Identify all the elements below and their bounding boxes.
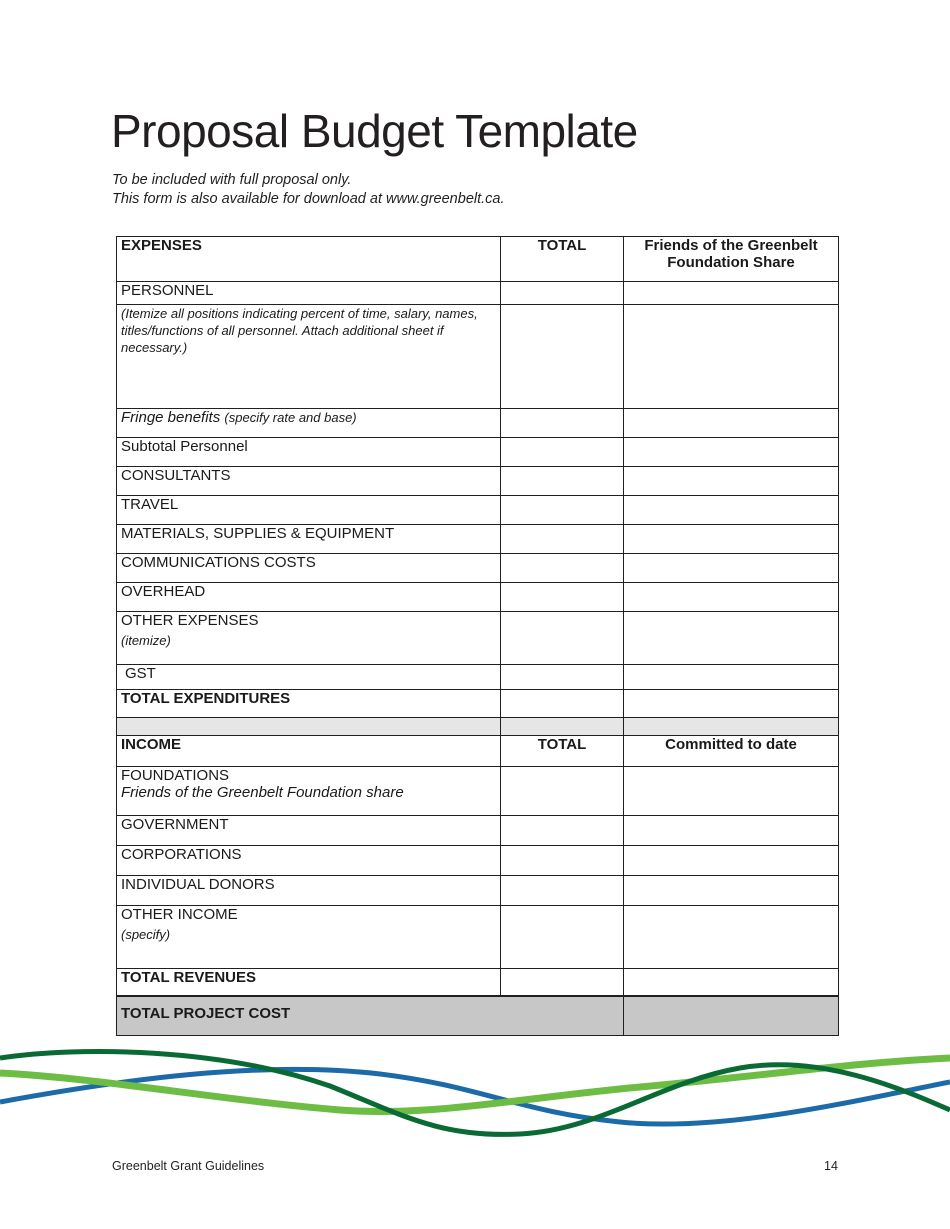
total-revenues-row (117, 969, 839, 996)
materials-total-cell[interactable] (501, 525, 624, 554)
government-row (117, 816, 839, 846)
subtotal-personnel-total-cell[interactable] (501, 438, 624, 467)
gst-label: GST (117, 665, 501, 690)
subtotal-personnel-row (117, 438, 839, 467)
travel-total-cell[interactable] (501, 496, 624, 525)
income-header-row (117, 736, 839, 767)
materials-label: MATERIALS, SUPPLIES & EQUIPMENT (117, 525, 501, 554)
other-income-note: (specify) (121, 927, 171, 942)
overhead-label: OVERHEAD (117, 583, 501, 612)
government-total-cell[interactable] (501, 816, 624, 846)
total-expenditures-share-cell[interactable] (624, 690, 839, 718)
other-expenses-note: (itemize) (121, 633, 171, 648)
individual-donors-row (117, 876, 839, 906)
subtitle-line-2: This form is also available for download at www.greenbelt.ca. (112, 191, 505, 207)
corporations-committed-cell[interactable] (624, 846, 839, 876)
total-revenues-committed-cell[interactable] (624, 969, 839, 996)
foundations-text: FOUNDATIONS (121, 767, 230, 784)
expenses-header-row (117, 237, 839, 282)
blue-wave (0, 1069, 950, 1124)
total-expenditures-total-cell[interactable] (501, 690, 624, 718)
overhead-share-cell[interactable] (624, 583, 839, 612)
fringe-share-cell[interactable] (624, 409, 839, 438)
other-expenses-text: OTHER EXPENSES (121, 612, 259, 629)
personnel-label: PERSONNEL (117, 282, 501, 305)
consultants-total-cell[interactable] (501, 467, 624, 496)
corporations-total-cell[interactable] (501, 846, 624, 876)
corporations-label: CORPORATIONS (117, 846, 501, 876)
personnel-row (117, 282, 839, 305)
total-project-cost-row (117, 996, 839, 1036)
consultants-row (117, 467, 839, 496)
personnel-share-cell[interactable] (624, 282, 839, 305)
travel-share-cell[interactable] (624, 496, 839, 525)
materials-share-cell[interactable] (624, 525, 839, 554)
subtotal-personnel-label: Subtotal Personnel (117, 438, 501, 467)
foundations-committed-cell[interactable] (624, 767, 839, 816)
personnel-note: (Itemize all positions indicating percent of time, salary, names, titles/functions of all personnel. Attach additional sheet if necessary.) (117, 305, 501, 409)
foundations-label (117, 767, 501, 816)
total-expenditures-label: TOTAL EXPENDITURES (117, 690, 501, 718)
personnel-itemize-total-cell[interactable] (501, 305, 624, 409)
income-header: INCOME (117, 736, 501, 767)
foundations-note: Friends of the Greenbelt Foundation share (121, 784, 404, 801)
individual-donors-committed-cell[interactable] (624, 876, 839, 906)
page-title: Proposal Budget Template (111, 105, 638, 157)
total-revenues-label: TOTAL REVENUES (117, 969, 501, 996)
spacer-cell-1 (117, 718, 501, 736)
decorative-waves (0, 1040, 950, 1150)
total-revenues-total-cell[interactable] (501, 969, 624, 996)
total-project-cost-label: TOTAL PROJECT COST (117, 996, 624, 1036)
travel-row (117, 496, 839, 525)
foundations-row (117, 767, 839, 816)
spacer-cell-3 (624, 718, 839, 736)
other-expenses-label (117, 612, 501, 665)
gst-total-cell[interactable] (501, 665, 624, 690)
other-expenses-row (117, 612, 839, 665)
materials-row (117, 525, 839, 554)
government-label: GOVERNMENT (117, 816, 501, 846)
expenses-header: EXPENSES (117, 237, 501, 282)
personnel-itemize-row (117, 305, 839, 409)
personnel-itemize-share-cell[interactable] (624, 305, 839, 409)
consultants-label: CONSULTANTS (117, 467, 501, 496)
communications-share-cell[interactable] (624, 554, 839, 583)
income-committed-header: Committed to date (624, 736, 839, 767)
other-income-committed-cell[interactable] (624, 906, 839, 969)
spacer-row (117, 718, 839, 736)
individual-donors-total-cell[interactable] (501, 876, 624, 906)
communications-label: COMMUNICATIONS COSTS (117, 554, 501, 583)
fringe-text: Fringe benefits (121, 409, 221, 426)
travel-label: TRAVEL (117, 496, 501, 525)
overhead-total-cell[interactable] (501, 583, 624, 612)
gst-share-cell[interactable] (624, 665, 839, 690)
expenses-total-header: TOTAL (501, 237, 624, 282)
personnel-total-cell[interactable] (501, 282, 624, 305)
footer-page-number: 14 (824, 1159, 838, 1173)
fringe-label (117, 409, 501, 438)
communications-row (117, 554, 839, 583)
footer-document-title: Greenbelt Grant Guidelines (112, 1159, 265, 1173)
income-total-header: TOTAL (501, 736, 624, 767)
budget-table (116, 236, 839, 1036)
government-committed-cell[interactable] (624, 816, 839, 846)
other-expenses-share-cell[interactable] (624, 612, 839, 665)
subtotal-personnel-share-cell[interactable] (624, 438, 839, 467)
other-expenses-total-cell[interactable] (501, 612, 624, 665)
total-project-cost-cell[interactable] (624, 996, 839, 1036)
foundations-total-cell[interactable] (501, 767, 624, 816)
gst-row (117, 665, 839, 690)
fringe-row (117, 409, 839, 438)
fringe-total-cell[interactable] (501, 409, 624, 438)
expenses-share-header: Friends of the Greenbelt Foundation Share (624, 237, 839, 282)
other-income-row (117, 906, 839, 969)
overhead-row (117, 583, 839, 612)
other-income-total-cell[interactable] (501, 906, 624, 969)
subtitle (112, 171, 505, 209)
other-income-text: OTHER INCOME (121, 906, 238, 923)
corporations-row (117, 846, 839, 876)
other-income-label (117, 906, 501, 969)
individual-donors-label: INDIVIDUAL DONORS (117, 876, 501, 906)
spacer-cell-2 (501, 718, 624, 736)
subtitle-line-1: To be included with full proposal only. (112, 172, 352, 188)
fringe-note: (specify rate and base) (224, 410, 357, 425)
total-expenditures-row (117, 690, 839, 718)
communications-total-cell[interactable] (501, 554, 624, 583)
consultants-share-cell[interactable] (624, 467, 839, 496)
